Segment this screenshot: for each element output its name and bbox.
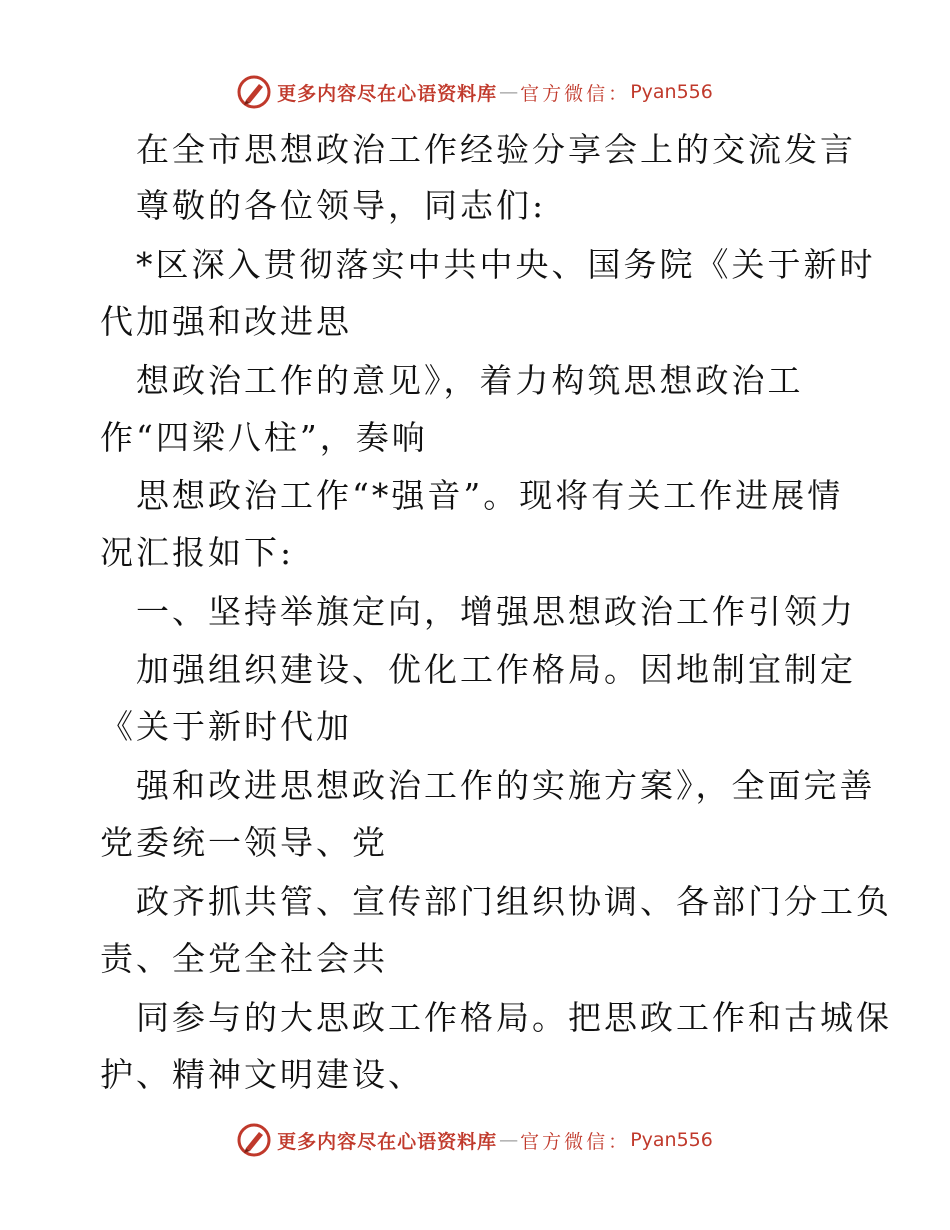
paragraph-line: 护、精神文明建设、 bbox=[100, 1055, 424, 1094]
paragraph-line: 思想政治工作“*强音”。现将有关工作进展情 bbox=[136, 476, 844, 515]
paragraph-line: 代加强和改进思 bbox=[100, 302, 352, 341]
banner-dash: — bbox=[499, 81, 519, 103]
banner-site-text: 更多内容尽在心语资料库 bbox=[277, 1130, 498, 1153]
paragraph-line: 《关于新时代加 bbox=[100, 707, 352, 746]
pen-logo-icon bbox=[237, 75, 271, 109]
banner-wechat-id: Pyan556 bbox=[630, 81, 713, 103]
header-banner bbox=[0, 70, 950, 114]
banner-dash: — bbox=[499, 1129, 519, 1151]
paragraph-line: 想政治工作的意见》，着力构筑思想政治工 bbox=[136, 361, 804, 400]
footer-banner bbox=[0, 1118, 950, 1162]
section-heading: 一、坚持举旗定向，增强思想政治工作引领力 bbox=[136, 592, 856, 631]
paragraph-line: *区深入贯彻落实中共中央、国务院《关于新时 bbox=[136, 245, 876, 284]
paragraph-line: 责、全党全社会共 bbox=[100, 939, 388, 978]
salutation: 尊敬的各位领导，同志们: bbox=[136, 186, 547, 225]
banner-wechat-id: Pyan556 bbox=[630, 1129, 713, 1151]
document-title: 在全市思想政治工作经验分享会上的交流发言 bbox=[136, 130, 856, 169]
banner-site-text: 更多内容尽在心语资料库 bbox=[277, 82, 498, 105]
paragraph-line: 政齐抓共管、宣传部门组织协调、各部门分工负 bbox=[136, 882, 892, 921]
banner-wechat-label: 官方微信： bbox=[520, 82, 631, 105]
paragraph-line: 党委统一领导、党 bbox=[100, 823, 388, 862]
paragraph-line: 强和改进思想政治工作的实施方案》，全面完善 bbox=[136, 766, 876, 805]
paragraph-line: 同参与的大思政工作格局。把思政工作和古城保 bbox=[136, 998, 892, 1037]
pen-logo-icon bbox=[237, 1123, 271, 1157]
paragraph-line: 作“四梁八柱”，奏响 bbox=[100, 418, 428, 457]
banner-wechat-label: 官方微信： bbox=[520, 1130, 631, 1153]
paragraph-line: 加强组织建设、优化工作格局。因地制宜制定 bbox=[136, 650, 856, 689]
paragraph-line: 况汇报如下: bbox=[100, 533, 295, 572]
